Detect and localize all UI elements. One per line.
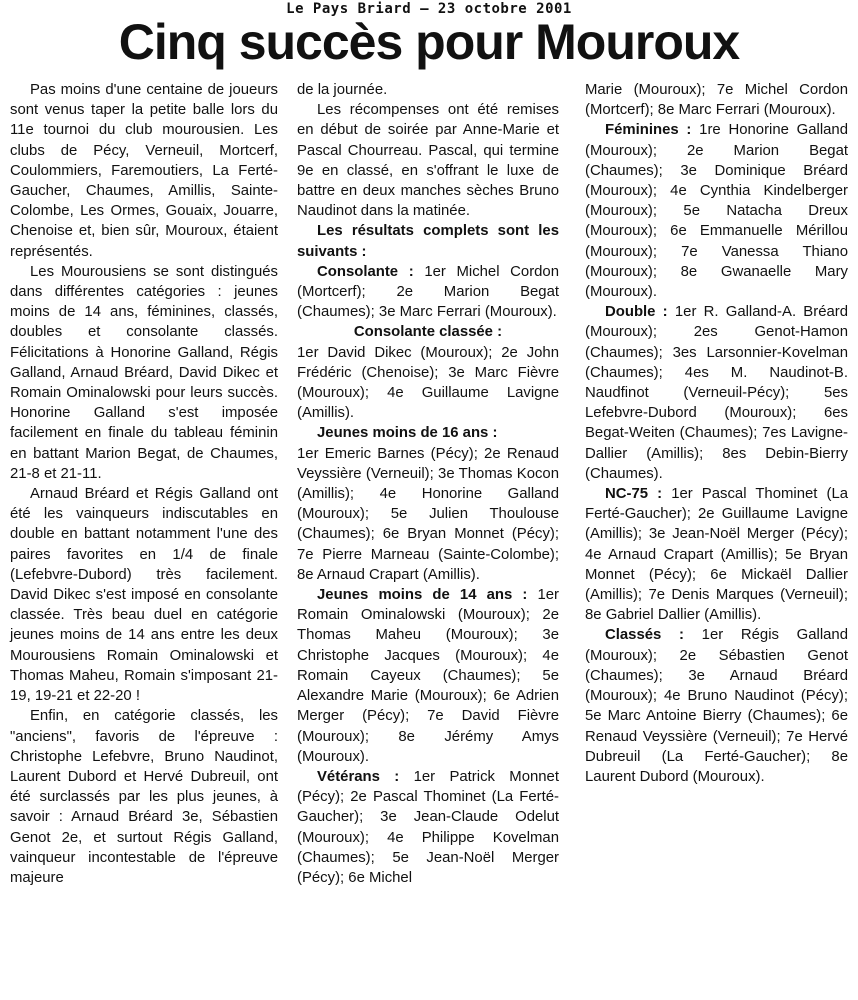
- result-feminines: [585, 120, 848, 302]
- category-label: Double :: [605, 304, 668, 321]
- category-results: 1er Pascal Thominet (La Ferté-Gaucher); 2e Guillaume Lavigne (Amillis); 3e Jean-Noël Merger (Pécy); 4e Arnaud Crapart (Amillis); 5e Bryan Monnet (Pécy); 6e Mickaël Dallier (Amillis); 7e Denis Marques (Verneuil); 8e Gabriel Dallier (Amillis).: [585, 486, 849, 624]
- column-2: [297, 80, 559, 888]
- rewards-paragraph: Les récompenses ont été remises en début de soirée par Anne-Marie et Pascal Chourreau. Pascal, qui termine 9e en classé, en s'offrant le luxe de battre en deux manches sèches Bruno Naudinot dans la matinée.: [297, 102, 559, 220]
- category-results: 1er Michel Cordon (Mortcerf); 2e Marion Begat (Chaumes); 3e Marc Ferrari (Mouroux).: [297, 263, 559, 321]
- category-results: 1er David Dikec (Mouroux); 2e John Frédéric (Chenoise); 3e Marc Fièvre (Mouroux); 4e Guillaume Lavigne (Amillis).: [297, 344, 559, 422]
- result-nc75: [585, 484, 848, 625]
- column-1: [10, 80, 278, 888]
- intro-paragraph: Pas moins d'une centaine de joueurs sont venus taper la petite balle lors du 11e tournoi du club mourousien. Les clubs de Pécy, Verneuil, Mortcerf, Coulommiers, Faremoutiers, La Ferté-Gaucher, Chaumes, Amillis, Sainte-Colombe, Les Ormes, Gouaix, Jouarre, Chenoise et, bien sûr, Mouroux, étaient représentés.: [10, 82, 278, 260]
- category-label: Classés :: [605, 627, 684, 644]
- category-heading: Consolante classée :: [353, 324, 503, 341]
- category-results: 1re Honorine Galland (Mouroux); 2e Marion Begat (Chaumes); 3e Dominique Bréard (Mouroux); 4e Cynthia Kindelberger (Mouroux); 5e Natacha Dreux (Mouroux); 6e Emmanuelle Mérillou (Mouroux); 7e Vanessa Thiano (Mouroux); 8e Gwanaelle Mary (Mouroux).: [585, 122, 848, 301]
- result-consolante: [297, 262, 559, 323]
- result-jeunes-14: [297, 585, 559, 767]
- classes-paragraph: Enfin, en catégorie classés, les "anciens", favoris de l'épreuve : Christophe Lefebvre, Bruno Naudinot, Laurent Dubord et Hervé Dubreuil, ont été surclassés par les plus jeunes, à savoir : Arnaud Bréard 3e, Sébastien Genot 2e, et surtout Régis Galland, vainqueur incontestable de l'épreuve majeure: [10, 708, 278, 886]
- masthead: Le Pays Briard – 23 octobre 2001: [286, 1, 572, 17]
- headline: Cinq succès pour Mouroux: [118, 14, 740, 70]
- category-label: Consolante :: [317, 263, 414, 280]
- result-classes: [585, 625, 848, 787]
- column-3: [585, 80, 848, 787]
- category-results: 1er Patrick Monnet (Pécy); 2e Pascal Thominet (La Ferté-Gaucher); 3e Jean-Claude Odelut (Mouroux); 4e Philippe Kovelman (Chaumes); 5e Jean-Noël Merger (Pécy); 6e Michel: [297, 768, 559, 886]
- category-label: Féminines :: [605, 122, 692, 139]
- continuation-text: de la journée.: [297, 82, 388, 98]
- continuation-text: Marie (Mouroux); 7e Michel Cordon (Mortcerf); 8e Marc Ferrari (Mouroux).: [585, 82, 848, 119]
- results-heading: Les résultats complets sont les suivants :: [297, 223, 559, 260]
- category-label: Vétérans :: [317, 768, 400, 785]
- category-label: NC-75 :: [605, 486, 663, 503]
- category-heading: Jeunes moins de 16 ans :: [317, 425, 498, 442]
- category-results: 1er R. Galland-A. Bréard (Mouroux); 2es Genot-Hamon (Chaumes); 3es Larsonnier-Kovelman (Chaumes); 4es M. Naudinot-B. Naudfinot (Verneuil-Pécy); 5es Lefebvre-Dubord (Mouroux); 6es Begat-Weiten (Chaumes); 7es Lavigne-Dallier (Amillis); 8es Debin-Bierry (Chaumes).: [585, 304, 848, 482]
- result-double: [585, 302, 848, 484]
- double-paragraph: Arnaud Bréard et Régis Galland ont été les vainqueurs indiscutables en double en battant notamment l'une des paires favorites en 1/4 de finale (Lefebvre-Dubord) très facilement. David Dikec s'est imposé en consolante classée. Très beau duel en catégorie jeunes moins de 14 ans entre les deux Mourousiens Romain Ominalowski et Thomas Maheu, Romain s'imposant 21-19, 19-21 et 22-20 !: [10, 486, 278, 705]
- category-results: 1er Régis Galland (Mouroux); 2e Sébastien Genot (Chaumes); 3e Arnaud Bréard (Mouroux); 4e Bruno Naudinot (Pécy); 5e Marc Antoine Bierry (Chaumes); 6e Renaud Veyssière (Verneuil); 7e Hervé Dubreuil (La Ferté-Gaucher); 8e Laurent Dubord (Mouroux).: [585, 627, 848, 785]
- category-label: Jeunes moins de 14 ans :: [317, 587, 528, 604]
- result-veterans: [297, 767, 559, 888]
- category-results: 1er Romain Ominalowski (Mouroux); 2e Thomas Maheu (Mouroux); 3e Christophe Jacques (Mouroux); 4e Romain Cayeux (Chaumes); 5e Alexandre Marie (Mouroux); 6e Adrien Merger (Pécy); 7e David Fièvre (Mouroux); 8e Jérémy Amys (Mouroux).: [297, 587, 559, 765]
- distinctions-paragraph: Les Mourousiens se sont distingués dans différentes catégories : jeunes moins de 14 ans, féminines, classés, doubles et consolante classés. Félicitations à Honorine Galland, Régis Galland, Arnaud Bréard, David Dikec et Romain Ominalowski pour leurs succès. Honorine Galland s'est imposée facilement en finale du tableau féminin en battant Marion Begat, de Chaumes, 21-8 et 21-11.: [10, 263, 278, 482]
- category-results: 1er Emeric Barnes (Pécy); 2e Renaud Veyssière (Verneuil); 3e Thomas Kocon (Amillis); 4e Honorine Galland (Mouroux); 5e Julien Thoulouse (Chaumes); 6e Bryan Monnet (Pécy); 7e Pierre Marneau (Sainte-Colombe); 8e Arnaud Crapart (Amillis).: [297, 445, 559, 583]
